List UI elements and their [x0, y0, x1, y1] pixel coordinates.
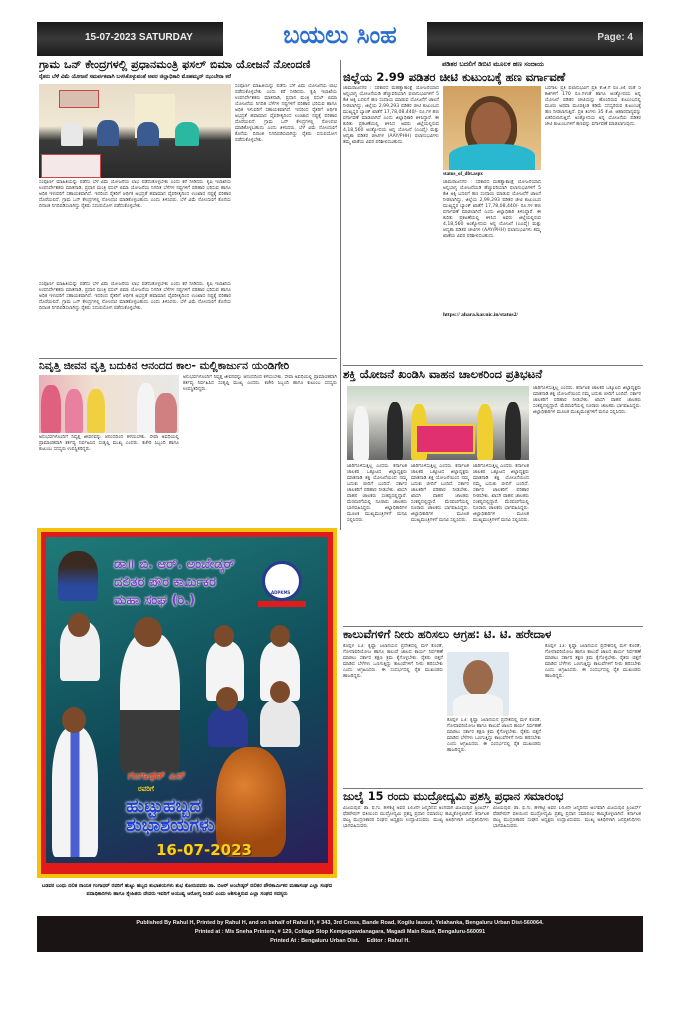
newspaper-page — [37, 20, 643, 970]
person — [260, 699, 300, 747]
issue-date: 15-07-2023 SATURDAY — [85, 32, 193, 43]
person-head — [62, 707, 86, 733]
ad-red-frame — [41, 532, 333, 874]
story5-body-right: ಕೊಪ್ಪಳ 13: ಕೃಷ್ಣಾ ಜಲಾನಯನ ಪ್ರದೇಶದಲ್ಲಿ ಮಳೆ ಕೊರತೆ, ಗೋದಾವರಿಯೋಜ ಹಾಗೂ ಕಾಲುವೆ ಜಾಲದ ಕಾರ್ಯ ನಿರ್ವಹಣೆ ಮಾಡಲು ಸರ್ಕಾರ ತಕ್ಷಣ ಕ್ರಮ ಕೈಗೊಳ್ಳಬೇಕು. ರೈತರು ಬಿತ್ತನೆ ಮಾಡಿದ ಬೆಳೆಗಳು ಒಣಗುತ್ತಿದ್ದು ಕಾಲುವೆಗಳಿಗೆ ನೀರು ಹರಿಸಬೇಕು ಎಂದು ಆಗ್ರಹಿಸಿದರು. ಈ ಸಂದರ್ಭದಲ್ಲಿ ರೈತ ಮುಖಂಡರು ಹಾಜರಿದ್ದರು. — [545, 644, 641, 679]
protest-banner — [415, 424, 475, 454]
person — [61, 122, 83, 146]
story5-body-left: ಕೊಪ್ಪಳ 13: ಕೃಷ್ಣಾ ಜಲಾನಯನ ಪ್ರದೇಶದಲ್ಲಿ ಮಳೆ ಕೊರತೆ, ಗೋದಾವರಿಯೋಜ ಹಾಗೂ ಕಾಲುವೆ ಜಾಲದ ಕಾರ್ಯ ನಿರ್ವಹಣೆ ಮಾಡಲು ಸರ್ಕಾರ ತಕ್ಷಣ ಕ್ರಮ ಕೈಗೊಳ್ಳಬೇಕು. ರೈತರು ಬಿತ್ತನೆ ಮಾಡಿದ ಬೆಳೆಗಳು ಒಣಗುತ್ತಿದ್ದು ಕಾಲುವೆಗಳಿಗೆ ನೀರು ಹರಿಸಬೇಕು ಎಂದು ಆಗ್ರಹಿಸಿದರು. ಈ ಸಂದರ್ಭದಲ್ಲಿ ರೈತ ಮುಖಂಡರು ಹಾಜರಿದ್ದರು. — [343, 644, 443, 679]
story5-body-mid: ಕೊಪ್ಪಳ 13: ಕೃಷ್ಣಾ ಜಲಾನಯನ ಪ್ರದೇಶದಲ್ಲಿ ಮಳೆ ಕೊರತೆ, ಗೋದಾವರಿಯೋಜ ಹಾಗೂ ಕಾಲುವೆ ಜಾಲದ ಕಾರ್ಯ ನಿರ್ವಹಣೆ ಮಾಡಲು ಸರ್ಕಾರ ತಕ್ಷಣ ಕ್ರಮ ಕೈಗೊಳ್ಳಬೇಕು. ರೈತರು ಬಿತ್ತನೆ ಮಾಡಿದ ಬೆಳೆಗಳು ಒಣಗುತ್ತಿದ್ದು ಕಾಲುವೆಗಳಿಗೆ ನೀರು ಹರಿಸಬೇಕು ಎಂದು ಆಗ್ರಹಿಸಿದರು. ಈ ಸಂದರ್ಭದಲ್ಲಿ ರೈತ ಮುಖಂಡರು ಹಾಜರಿದ್ದರು. — [447, 718, 541, 753]
person — [52, 727, 98, 857]
story1-photo — [39, 84, 231, 178]
person — [208, 707, 248, 747]
story6-body-left: ವಿಜಯಪುರ: ಡಾ. ಫ.ಗು. ಹಳಕಟ್ಟಿ ಅವರ 143ನೇ ಜನ್ಮದಿನದ ಅಂಗವಾಗಿ ವಿಜಯಪುರ ಪ್ರಿಂಟರ್ಸ್ ಫೆಡರೇಷನ್ ವತಿಯಿಂದ ಮುದ್ರೋದ್ಯಮಿ ಪ್ರಶಸ್ತಿ ಪ್ರಧಾನ ಸಮಾರಂಭ ಹಮ್ಮಿಕೊಳ್ಳಲಾಗಿದೆ. ಕರ್ನಾಟಕ ರಾಜ್ಯ ಮುದ್ರಣಕಾರರ ಸಂಘದ ಅಧ್ಯಕ್ಷರು ಉದ್ಘಾಟಿಸುವರು. ಮುಖ್ಯ ಅತಿಥಿಗಳಾಗಿ ಜನಪ್ರತಿನಿಧಿಗಳು ಭಾಗವಹಿಸುವರು. — [343, 806, 489, 829]
story5-photo — [447, 652, 509, 716]
person — [387, 402, 403, 460]
story4-photo — [347, 386, 529, 460]
story4-body-col3: ಜಾರಿಗೊಳಿಸುತ್ತಿಲ್ಲ ಎಂದರು. ಕರ್ನಾಟಕ ಚಾಲಕರ ಒಕ್ಕೂಟದ ಜಿಲ್ಲಾಧ್ಯಕ್ಷರು ಮಾತನಾಡಿ ಶಕ್ತಿ ಯೋಜನೆಯಿಂದ ನಮ್ಮ ಬದುಕು ಬೀದಿಗೆ ಬಂದಿದೆ. ಸರ್ಕಾರ ಚಾಲಕರಿಗೆ ಪರಿಹಾರ ನೀಡಬೇಕು. ಖಾಸಗಿ ವಾಹನ ಚಾಲಕರು ಸಂಕಷ್ಟದಲ್ಲಿದ್ದಾರೆ. ಮೆರವಣಿಗೆಯಲ್ಲಿ ನೂರಾರು ಚಾಲಕರು ಭಾಗವಹಿಸಿದ್ದರು. ಜಿಲ್ಲಾಧಿಕಾರಿಗಳ ಮೂಲಕ ಮುಖ್ಯಮಂತ್ರಿಗಳಿಗೆ ಮನವಿ ಸಲ್ಲಿಸಿದರು. — [473, 464, 529, 523]
person — [97, 120, 119, 146]
story2-body-left: ಅನುಭವಗಳೊಂದಿಗೆ ನಿವೃತ್ತ ಜೀವನವನ್ನು ಆನಂದದಿಂದ ಕಳೆಯಬೇಕು. ಸೇವಾ ಅವಧಿಯಲ್ಲಿ ಪ್ರಾಮಾಣಿಕವಾಗಿ ಕರ್ತವ್ಯ ನಿರ್ವಹಿಸಿದ ಸಂತೃಪ್ತಿ ಮುಖ್ಯ ಎಂದರು. ಕಚೇರಿ ಸಿಬ್ಬಂದಿ ಹಾಗೂ ಕುಟುಂಬ ಸದಸ್ಯರು ಉಪಸ್ಥಿತರಿದ್ದರು. — [39, 435, 179, 452]
footer-line3: Printed At : Bengaluru Urban Dist. Editor : Rahul H. — [270, 938, 410, 944]
masthead — [37, 22, 643, 56]
ad-org-line3: ಮಹಾ ಸಂಘ (ರಿ.) — [114, 593, 196, 608]
person-head — [270, 681, 290, 703]
imprint-footer — [37, 916, 643, 952]
ad-org-line2: ದಲಿತರ ಪೌರ ಕಾರ್ಮಿಕರ — [114, 575, 216, 590]
wall-chart — [59, 90, 99, 108]
birthday-advertisement — [37, 528, 337, 878]
divider — [39, 358, 337, 359]
person — [41, 385, 61, 433]
ad-org-line1: ಡಾ॥ ಬಿ. ಆರ್. ಅಂಬೇಡ್ಕರ್ — [114, 557, 235, 572]
person — [155, 393, 177, 433]
story3-body-right: ಬರಗಾಲ ಪ್ರತಿ ಫಲಾನುಭವಿಗೆ ಪ್ರತಿ ಕೆ.ಜಿ.ಗೆ ರೂ.34 ರಂತೆ 5 ಕಜಿಗಳಿಗೆ 170 ರೂ.ಗಳಂತೆ ಹಾಗೂ ಅಂತ್ಯೋದಯ ಅನ್ನ ಯೋಜನೆ ಪಡಿತರ ಚೀಟಿಯನ್ನು ಹೊಂದಿರುವ ಕುಟುಂಬದಲ್ಲಿ ಮೂರು ಅಥವಾ ಮೂರಕ್ಕಿಂತ ಕಡಿಮೆ ಸದಸ್ಯರಿರುವ ಕುಟುಂಬಕ್ಕೆ ಹಣ ನೀಡಲಾಗುತ್ತಿದೆ. ಪ್ರತಿ ತಿಂಗಳು 35 ಕೆ.ಜಿ. ಆಹಾರಧಾನ್ಯವನ್ನು ವಿತರಿಸಲಾಗುತ್ತಿದೆ. ಅಂತ್ಯೋದಯ ಅನ್ನ ಯೋಜನೆಯ ಪಡಿತರ ಚೀಟಿ ಕುಟುಂಬಗಳಿಗೆ ಹಣವನ್ನು ವರ್ಗಾವಣೆ ಮಾಡಲಾಗುವುದು. — [545, 86, 641, 127]
page-number: Page: 4 — [597, 32, 633, 43]
person-head — [471, 102, 511, 150]
story1-subhead: ರೈತರು ಬೆಳೆ ವಿಮೆ ಯೋಜನೆ ಸಮರ್ಪಕವಾಗಿ ಬಳಸಿಕೊಳ್ಳುವಂತೆ ಅಪರ ಜಿಲ್ಲಾಧಿಕಾರಿ ಮೊಹಮ್ಮದ್ ಝುಬೇರಾ ಕರೆ — [39, 74, 231, 80]
story4-body-col2: ಜಾರಿಗೊಳಿಸುತ್ತಿಲ್ಲ ಎಂದರು. ಕರ್ನಾಟಕ ಚಾಲಕರ ಒಕ್ಕೂಟದ ಜಿಲ್ಲಾಧ್ಯಕ್ಷರು ಮಾತನಾಡಿ ಶಕ್ತಿ ಯೋಜನೆಯಿಂದ ನಮ್ಮ ಬದುಕು ಬೀದಿಗೆ ಬಂದಿದೆ. ಸರ್ಕಾರ ಚಾಲಕರಿಗೆ ಪರಿಹಾರ ನೀಡಬೇಕು. ಖಾಸಗಿ ವಾಹನ ಚಾಲಕರು ಸಂಕಷ್ಟದಲ್ಲಿದ್ದಾರೆ. ಮೆರವಣಿಗೆಯಲ್ಲಿ ನೂರಾರು ಚಾಲಕರು ಭಾಗವಹಿಸಿದ್ದರು. ಜಿಲ್ಲಾಧಿಕಾರಿಗಳ ಮೂಲಕ ಮುಖ್ಯಮಂತ್ರಿಗಳಿಗೆ ಮನವಿ ಸಲ್ಲಿಸಿದರು. — [411, 464, 469, 523]
person-head — [68, 613, 90, 637]
story3-headline: ಜಿಲ್ಲೆಯ 2.99 ಪಡಿತರ ಚೀಟಿ ಕುಟುಂಬಕ್ಕೆ ಹಣ ವರ್ಗಾವಣೆ — [343, 70, 566, 84]
person — [477, 404, 493, 460]
ad-date: 16-07-2023 — [156, 841, 252, 859]
story2-headline: ನಿವೃತ್ತಿ ಜೀವನ ವೃತ್ತಿ ಬದುಕಿನ ಆನಂದದ ಕಾಲ- ಮಲ್ಲಿಕಾರ್ಜುನ ಯಂಡಿಗೇರಿ — [39, 360, 290, 372]
story4-body-right: ಜಾರಿಗೊಳಿಸುತ್ತಿಲ್ಲ ಎಂದರು. ಕರ್ನಾಟಕ ಚಾಲಕರ ಒಕ್ಕೂಟದ ಜಿಲ್ಲಾಧ್ಯಕ್ಷರು ಮಾತನಾಡಿ ಶಕ್ತಿ ಯೋಜನೆಯಿಂದ ನಮ್ಮ ಬದುಕು ಬೀದಿಗೆ ಬಂದಿದೆ. ಸರ್ಕಾರ ಚಾಲಕರಿಗೆ ಪರಿಹಾರ ನೀಡಬೇಕು. ಖಾಸಗಿ ವಾಹನ ಚಾಲಕರು ಸಂಕಷ್ಟದಲ್ಲಿದ್ದಾರೆ. ಮೆರವಣಿಗೆಯಲ್ಲಿ ನೂರಾರು ಚಾಲಕರು ಭಾಗವಹಿಸಿದ್ದರು. ಜಿಲ್ಲಾಧಿಕಾರಿಗಳ ಮೂಲಕ ಮುಖ್ಯಮಂತ್ರಿಗಳಿಗೆ ಮನವಿ ಸಲ್ಲಿಸಿದರು. — [533, 386, 641, 415]
person-head — [214, 625, 234, 647]
ad-wish-small: ರವರಿಗೆ — [138, 785, 154, 793]
story6-headline: ಜುಲೈ 15 ರಂದು ಮುದ್ರೋದ್ಯಮಿ ಪ್ರಶಸ್ತಿ ಪ್ರಧಾನ ಸಮಾರಂಭ — [343, 790, 564, 803]
photo-caption-link[interactable]: status_of_dbt.aspx — [443, 172, 483, 177]
person — [87, 389, 105, 433]
story4-headline: ಶಕ್ತಿ ಯೋಜನೆ ಖಂಡಿಸಿ ವಾಹನ ಚಾಲಕರಿಂದ ಪ್ರತಿಭಟನೆ — [343, 367, 543, 381]
story3-kicker: ಪಡಿತರ ಬದಲಿಗೆ ಡಿಬಿಟಿ ಮೂಲಕ ಹಣ ಸಂದಾಯ — [441, 60, 545, 68]
story6-body-right: ವಿಜಯಪುರ: ಡಾ. ಫ.ಗು. ಹಳಕಟ್ಟಿ ಅವರ 143ನೇ ಜನ್ಮದಿನದ ಅಂಗವಾಗಿ ವಿಜಯಪುರ ಪ್ರಿಂಟರ್ಸ್ ಫೆಡರೇಷನ್ ವತಿಯಿಂದ ಮುದ್ರೋದ್ಯಮಿ ಪ್ರಶಸ್ತಿ ಪ್ರಧಾನ ಸಮಾರಂಭ ಹಮ್ಮಿಕೊಳ್ಳಲಾಗಿದೆ. ಕರ್ನಾಟಕ ರಾಜ್ಯ ಮುದ್ರಣಕಾರರ ಸಂಘದ ಅಧ್ಯಕ್ಷರು ಉದ್ಘಾಟಿಸುವರು. ಮುಖ್ಯ ಅತಿಥಿಗಳಾಗಿ ಜನಪ್ರತಿನಿಧಿಗಳು ಭಾಗವಹಿಸುವರು. — [493, 806, 641, 829]
logo-text: ADPKMS — [271, 590, 291, 595]
person-head — [270, 625, 290, 647]
person — [505, 402, 521, 460]
portrait-ambedkar — [58, 551, 98, 601]
ad-person-name: ಗಂಗಾಧರ್ ಎನ್ — [128, 769, 186, 782]
story3-body-mid: ಚಾಮರಾಜನಗರ : ಸರಕಾರದ ಮಹತ್ವಾಕಾಂಕ್ಷೆ ಯೋಜನೆಯಾದ ಅನ್ನಭಾಗ್ಯ ಯೋಜನೆಯಡಿ ಹೆಚ್ಚುವರಿಯಾಗಿ ಫಲಾನುಭವಿಗಳಿಗೆ 5 ಕೆಜಿ ಅಕ್ಕಿ ಬದಲಿಗೆ ಹಣ ಸಂದಾಯ ಮಾಡುವ ಯೋಜನೆಗೆ ಚಾಲನೆ ನೀಡಲಾಗಿದ್ದು, ಜಿಲ್ಲೆಯ 2,99,293 ಪಡಿತರ ಚೀಟಿ ಕುಟುಂಬದ ಮುಖ್ಯಸ್ಥರ ಬ್ಯಾಂಕ್ ಖಾತೆಗೆ 17,78,08,440/- ರೂ.ಗಳ ಹಣ ವರ್ಗಾವಣೆ ಮಾಡಲಾಗಿದೆ ಎಂದು ಜಿಲ್ಲಾಧಿಕಾರಿ ತಿಳಿಸಿದ್ದಾರೆ. ಈ ಕುರಿತು ಪ್ರಕಟಣೆಯಲ್ಲಿ ತಿಳಿಸಿದ ಅವರು ಜಿಲ್ಲೆಯಲ್ಲಿರುವ 4,18,560 ಅಂತ್ಯೋದಯ ಅನ್ನ ಯೋಜನೆ (ಎಎವೈ) ಮತ್ತು ಆದ್ಯತಾ ಪಡಿತರ ಚೀಟಿಗಳ (AAY/PHH) ಫಲಾನುಭವಿಗಳು ತಮ್ಮ ಖಾತೆಯ ವಿವರ ಪರಿಶೀಲಿಸಬಹುದು. — [443, 180, 541, 239]
ad-background — [46, 537, 328, 863]
org-logo — [262, 561, 302, 601]
story1-body-left2: ಸಂಪೂರ್ಣ ಮಾಹಿತಿಯನ್ನು ಪಡೆದು ಬೆಳೆ ವಿಮೆ ಯೋಜನೆಯ ಲಾಭ ಪಡೆದುಕೊಳ್ಳಬೇಕು ಎಂದು ಕರೆ ನೀಡಿದರು. ಕೃಷಿ ಇಲಾಖೆಯ ಉಪನಿರ್ದೇಶಕರು ಮಾತನಾಡಿ, ಪ್ರಧಾನ ಮಂತ್ರಿ ಫಸಲ್ ಬಿಮಾ ಯೋಜನೆಯ ನಿಗದಿತ ಬೆಳೆಗಳ ನಷ್ಟಗಳಿಗೆ ಪರಿಹಾರ ಭರಿಸುವ ಹಾಗೂ ಅಧಿಕ ಇಳುವರಿಗೆ ಸಹಾಯಕವಾಗಿದೆ. ಇದರಿಂದ ರೈತರಿಗೆ ಆರ್ಥಿಕ ಅಭದ್ರತೆ ಹವಾಮಾನ ವೈಪರೀತ್ಯದಿಂದ ಉಂಟಾದ ನಷ್ಟಕ್ಕೆ ಪರಿಹಾರ ದೊರೆಯಲಿದೆ. ಗ್ರಾಮ ಒನ್ ಕೇಂದ್ರಗಳಲ್ಲಿ ನೋಂದಣಿ ಮಾಡಿಕೊಳ್ಳಬಹುದು ಎಂದು ತಿಳಿಸಿದರು. ಬೆಳೆ ವಿಮೆ ನೋಂದಣಿಗೆ ಕೊನೆಯ ದಿನಾಂಕ ನಿಗದಿಪಡಿಸಲಾಗಿದ್ದು ರೈತರು ಸದುಪಯೋಗ ಪಡೆದುಕೊಳ್ಳಬೇಕು. — [39, 282, 231, 311]
divider — [343, 788, 643, 789]
person — [137, 122, 159, 146]
banner — [41, 154, 101, 178]
story5-headline: ಕಾಲುವೆಗಳಿಗೆ ನೀರು ಹರಿಸಲು ಆಗ್ರಹ: ಟಿ. ಟಿ. ಹರೇದಾಳ — [343, 627, 552, 641]
story3-body-left: ಚಾಮರಾಜನಗರ : ಸರಕಾರದ ಮಹತ್ವಾಕಾಂಕ್ಷೆ ಯೋಜನೆಯಾದ ಅನ್ನಭಾಗ್ಯ ಯೋಜನೆಯಡಿ ಹೆಚ್ಚುವರಿಯಾಗಿ ಫಲಾನುಭವಿಗಳಿಗೆ 5 ಕೆಜಿ ಅಕ್ಕಿ ಬದಲಿಗೆ ಹಣ ಸಂದಾಯ ಮಾಡುವ ಯೋಜನೆಗೆ ಚಾಲನೆ ನೀಡಲಾಗಿದ್ದು, ಜಿಲ್ಲೆಯ 2,99,293 ಪಡಿತರ ಚೀಟಿ ಕುಟುಂಬದ ಮುಖ್ಯಸ್ಥರ ಬ್ಯಾಂಕ್ ಖಾತೆಗೆ 17,78,08,440/- ರೂ.ಗಳ ಹಣ ವರ್ಗಾವಣೆ ಮಾಡಲಾಗಿದೆ ಎಂದು ಜಿಲ್ಲಾಧಿಕಾರಿ ತಿಳಿಸಿದ್ದಾರೆ. ಈ ಕುರಿತು ಪ್ರಕಟಣೆಯಲ್ಲಿ ತಿಳಿಸಿದ ಅವರು ಜಿಲ್ಲೆಯಲ್ಲಿರುವ 4,18,560 ಅಂತ್ಯೋದಯ ಅನ್ನ ಯೋಜನೆ (ಎಎವೈ) ಮತ್ತು ಆದ್ಯತಾ ಪಡಿತರ ಚೀಟಿಗಳ (AAY/PHH) ಫಲಾನುಭವಿಗಳು ತಮ್ಮ ಖಾತೆಯ ವಿವರ ಪರಿಶೀಲಿಸಬಹುದು. — [343, 86, 439, 145]
person — [175, 122, 199, 146]
logo-ribbon — [258, 601, 306, 607]
person-head — [463, 660, 493, 696]
person — [65, 389, 83, 433]
column-divider — [340, 60, 341, 530]
status-link[interactable]: https:// ahara.kar.nic.in/status2/ — [443, 312, 518, 318]
divider — [343, 365, 643, 366]
story2-body-right: ಅನುಭವಗಳೊಂದಿಗೆ ನಿವೃತ್ತ ಜೀವನವನ್ನು ಆನಂದದಿಂದ ಕಳೆಯಬೇಕು. ಸೇವಾ ಅವಧಿಯಲ್ಲಿ ಪ್ರಾಮಾಣಿಕವಾಗಿ ಕರ್ತವ್ಯ ನಿರ್ವಹಿಸಿದ ಸಂತೃಪ್ತಿ ಮುಖ್ಯ ಎಂದರು. ಕಚೇರಿ ಸಿಬ್ಬಂದಿ ಹಾಗೂ ಕುಟುಂಬ ಸದಸ್ಯರು ಉಪಸ್ಥಿತರಿದ್ದರು. — [183, 375, 337, 392]
story1-body-left: ಸಂಪೂರ್ಣ ಮಾಹಿತಿಯನ್ನು ಪಡೆದು ಬೆಳೆ ವಿಮೆ ಯೋಜನೆಯ ಲಾಭ ಪಡೆದುಕೊಳ್ಳಬೇಕು ಎಂದು ಕರೆ ನೀಡಿದರು. ಕೃಷಿ ಇಲಾಖೆಯ ಉಪನಿರ್ದೇಶಕರು ಮಾತನಾಡಿ, ಪ್ರಧಾನ ಮಂತ್ರಿ ಫಸಲ್ ಬಿಮಾ ಯೋಜನೆಯ ನಿಗದಿತ ಬೆಳೆಗಳ ನಷ್ಟಗಳಿಗೆ ಪರಿಹಾರ ಭರಿಸುವ ಹಾಗೂ ಅಧಿಕ ಇಳುವರಿಗೆ ಸಹಾಯಕವಾಗಿದೆ. ಇದರಿಂದ ರೈತರಿಗೆ ಆರ್ಥಿಕ ಅಭದ್ರತೆ ಹವಾಮಾನ ವೈಪರೀತ್ಯದಿಂದ ಉಂಟಾದ ನಷ್ಟಕ್ಕೆ ಪರಿಹಾರ ದೊರೆಯಲಿದೆ. ಗ್ರಾಮ ಒನ್ ಕೇಂದ್ರಗಳಲ್ಲಿ ನೋಂದಣಿ ಮಾಡಿಕೊಳ್ಳಬಹುದು ಎಂದು ತಿಳಿಸಿದರು. ಬೆಳೆ ವಿಮೆ ನೋಂದಣಿಗೆ ಕೊನೆಯ ದಿನಾಂಕ ನಿಗದಿಪಡಿಸಲಾಗಿದ್ದು ರೈತರು ಸದುಪಯೋಗ ಪಡೆದುಕೊಳ್ಳಬೇಕು. — [39, 180, 231, 209]
story3-photo — [443, 86, 541, 170]
saree — [449, 144, 535, 170]
story4-body-col1: ಜಾರಿಗೊಳಿಸುತ್ತಿಲ್ಲ ಎಂದರು. ಕರ್ನಾಟಕ ಚಾಲಕರ ಒಕ್ಕೂಟದ ಜಿಲ್ಲಾಧ್ಯಕ್ಷರು ಮಾತನಾಡಿ ಶಕ್ತಿ ಯೋಜನೆಯಿಂದ ನಮ್ಮ ಬದುಕು ಬೀದಿಗೆ ಬಂದಿದೆ. ಸರ್ಕಾರ ಚಾಲಕರಿಗೆ ಪರಿಹಾರ ನೀಡಬೇಕು. ಖಾಸಗಿ ವಾಹನ ಚಾಲಕರು ಸಂಕಷ್ಟದಲ್ಲಿದ್ದಾರೆ. ಮೆರವಣಿಗೆಯಲ್ಲಿ ನೂರಾರು ಚಾಲಕರು ಭಾಗವಹಿಸಿದ್ದರು. ಜಿಲ್ಲಾಧಿಕಾರಿಗಳ ಮೂಲಕ ಮುಖ್ಯಮಂತ್ರಿಗಳಿಗೆ ಮನವಿ ಸಲ್ಲಿಸಿದರು. — [347, 464, 407, 523]
newspaper-title: ಬಯಲು ಸಿಂಹ — [283, 21, 397, 49]
main-person — [120, 633, 180, 773]
person-head — [216, 687, 238, 711]
ad-caption: ಬಡವರ ಬಂಧು ದಲಿತ ನಾಯಕ ಗಂಗಾಧರ್ ರವರಿಗೆ ಹುಟ್ಟು ಹಬ್ಬದ ಶುಭಾಶಯಗಳು ಶುಭ ಕೋರುವವರು ಡಾ. ಬಿಆರ್ ಅಂಬೇಡ್ಕರ್ ದಲಿತರ ಪೌರಕಾರ್ಮಿಕರ ಮಹಾಸಂಘ ಎಲ್ಲಾ ಸಂಘದ ಪದಾಧಿಕಾರಿಗಳು ಹಾಗೂ ಸ್ನೇಹಿತರು ದೇವರು ಇವರಿಗೆ ಆಯುಷ್ಯ ಆರೋಗ್ಯ ನೀಡಲಿ ಎಂದು ಆಶಿಸುತ್ತಿರುವ ಎಲ್ಲಾ ಸಂಘದ ಸದಸ್ಯರು — [41, 883, 333, 897]
story2-photo — [39, 375, 179, 433]
person-shirt — [453, 694, 503, 716]
footer-line1: Published By Rahul H, Printed by Rahul H, and on behalf of Rahul H, # 343, 3rd Cross, Bande Road, Kogilu lauout, Yelahanka, Bengaluru Urban Dist-560064. — [136, 920, 544, 926]
person — [137, 383, 155, 433]
story1-body-right: ಸಂಪೂರ್ಣ ಮಾಹಿತಿಯನ್ನು ಪಡೆದು ಬೆಳೆ ವಿಮೆ ಯೋಜನೆಯ ಲಾಭ ಪಡೆದುಕೊಳ್ಳಬೇಕು ಎಂದು ಕರೆ ನೀಡಿದರು. ಕೃಷಿ ಇಲಾಖೆಯ ಉಪನಿರ್ದೇಶಕರು ಮಾತನಾಡಿ, ಪ್ರಧಾನ ಮಂತ್ರಿ ಫಸಲ್ ಬಿಮಾ ಯೋಜನೆಯ ನಿಗದಿತ ಬೆಳೆಗಳ ನಷ್ಟಗಳಿಗೆ ಪರಿಹಾರ ಭರಿಸುವ ಹಾಗೂ ಅಧಿಕ ಇಳುವರಿಗೆ ಸಹಾಯಕವಾಗಿದೆ. ಇದರಿಂದ ರೈತರಿಗೆ ಆರ್ಥಿಕ ಅಭದ್ರತೆ ಹವಾಮಾನ ವೈಪರೀತ್ಯದಿಂದ ಉಂಟಾದ ನಷ್ಟಕ್ಕೆ ಪರಿಹಾರ ದೊರೆಯಲಿದೆ. ಗ್ರಾಮ ಒನ್ ಕೇಂದ್ರಗಳಲ್ಲಿ ನೋಂದಣಿ ಮಾಡಿಕೊಳ್ಳಬಹುದು ಎಂದು ತಿಳಿಸಿದರು. ಬೆಳೆ ವಿಮೆ ನೋಂದಣಿಗೆ ಕೊನೆಯ ದಿನಾಂಕ ನಿಗದಿಪಡಿಸಲಾಗಿದ್ದು ರೈತರು ಸದುಪಯೋಗ ಪಡೆದುಕೊಳ್ಳಬೇಕು. — [235, 84, 337, 143]
ad-wish: ಹುಟ್ಟುಹಬ್ಬದ ಶುಭಾಶಯಗಳು — [126, 796, 215, 836]
story1-headline: ಗ್ರಾಮ ಒನ್ ಕೇಂದ್ರಗಳಲ್ಲಿ ಪ್ರಧಾನಮಂತ್ರಿ ಫಸಲ್ ಬಿಮಾ ಯೋಜನೆ ನೋಂದಣಿ — [39, 58, 311, 71]
person — [353, 406, 369, 460]
person-head — [134, 617, 162, 647]
footer-line2: Printed at : M/s Sneha Printers, # 129, Collage Stop Kempegowdanagara, Magadi Main Road, Bengaluru-560091 — [194, 929, 486, 935]
